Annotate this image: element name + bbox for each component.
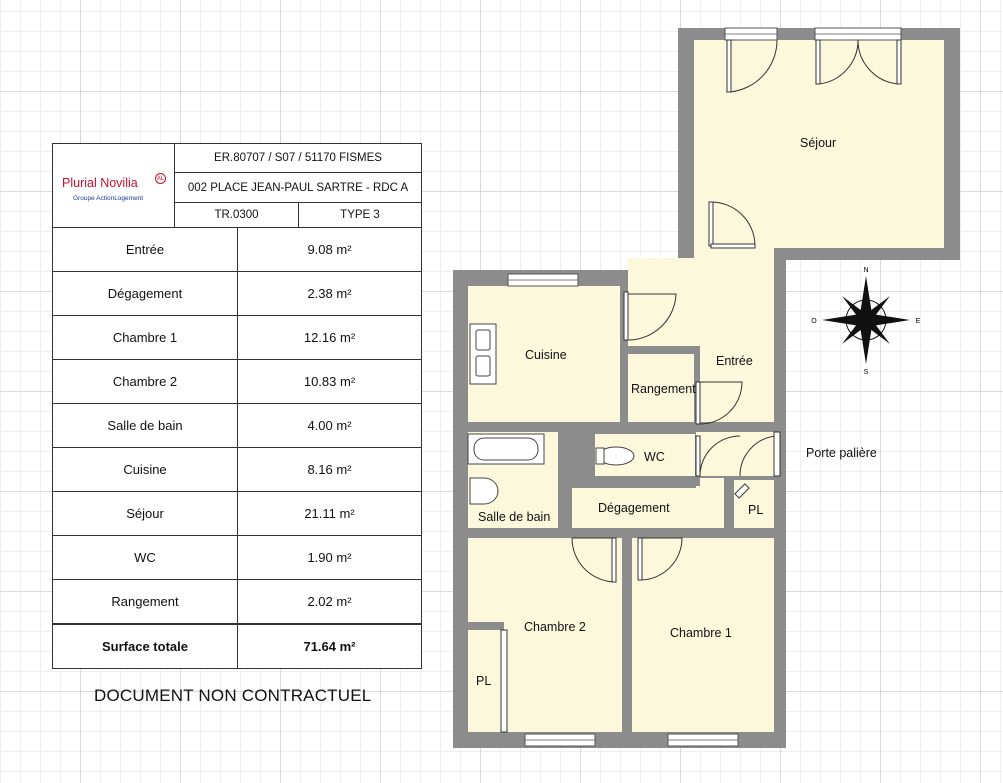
- label-entree: Entrée: [716, 354, 753, 368]
- label-chambre-2: Chambre 2: [524, 620, 586, 634]
- room-name: Chambre 1: [52, 315, 238, 360]
- disclaimer: DOCUMENT NON CONTRACTUEL: [94, 686, 372, 705]
- compass-west: O: [811, 318, 817, 325]
- label-cuisine: Cuisine: [525, 348, 567, 362]
- room-area: 4.00 m²: [237, 403, 422, 448]
- label-salle-de-bain: Salle de bain: [478, 510, 551, 524]
- logo-mark-icon: AL: [155, 173, 166, 184]
- room-area: 21.11 m²: [237, 491, 422, 536]
- compass-south: S: [863, 369, 869, 376]
- label-sejour: Séjour: [800, 136, 837, 150]
- logo-name: Plurial Novilia: [62, 176, 138, 190]
- compass-rose-icon: [811, 267, 920, 376]
- compass-north: N: [863, 267, 869, 274]
- tr-cell: TR.0300: [174, 202, 299, 228]
- room-area: 2.02 m²: [237, 579, 422, 624]
- room-name: Dégagement: [52, 271, 238, 316]
- label-wc: WC: [644, 450, 665, 464]
- room-area: 2.38 m²: [237, 271, 422, 316]
- room-name: Salle de bain: [52, 403, 238, 448]
- total-area: 71.64 m²: [237, 624, 422, 669]
- label-degagement: Dégagement: [598, 501, 670, 515]
- floor-chambre2: [468, 538, 622, 732]
- floor-degagement-ext: [696, 478, 724, 528]
- room-area: 9.08 m²: [237, 227, 422, 272]
- room-area: 1.90 m²: [237, 535, 422, 580]
- label-placard-2: PL: [476, 674, 492, 688]
- compass-east: E: [915, 318, 921, 325]
- label-chambre-1: Chambre 1: [670, 626, 732, 640]
- room-name: Rangement: [52, 579, 238, 624]
- address-cell: 002 PLACE JEAN-PAUL SARTRE - RDC A: [174, 172, 422, 203]
- label-porte-paliere: Porte palière: [806, 446, 877, 460]
- room-name: WC: [52, 535, 238, 580]
- room-name: Cuisine: [52, 447, 238, 492]
- room-area: 10.83 m²: [237, 359, 422, 404]
- room-name: Séjour: [52, 491, 238, 536]
- washbasin-icon: [470, 478, 498, 504]
- room-area: 8.16 m²: [237, 447, 422, 492]
- room-name: Entrée: [52, 227, 238, 272]
- label-rangement: Rangement: [631, 382, 696, 396]
- logo-subtitle: Groupe ActionLogement: [73, 195, 144, 202]
- label-placard-1: PL: [748, 503, 764, 517]
- reference-cell: ER.80707 / S07 / 51170 FISMES: [174, 143, 422, 173]
- room-name: Chambre 2: [52, 359, 238, 404]
- total-label: Surface totale: [52, 624, 238, 669]
- type-cell: TYPE 3: [298, 202, 422, 228]
- room-area: 12.16 m²: [237, 315, 422, 360]
